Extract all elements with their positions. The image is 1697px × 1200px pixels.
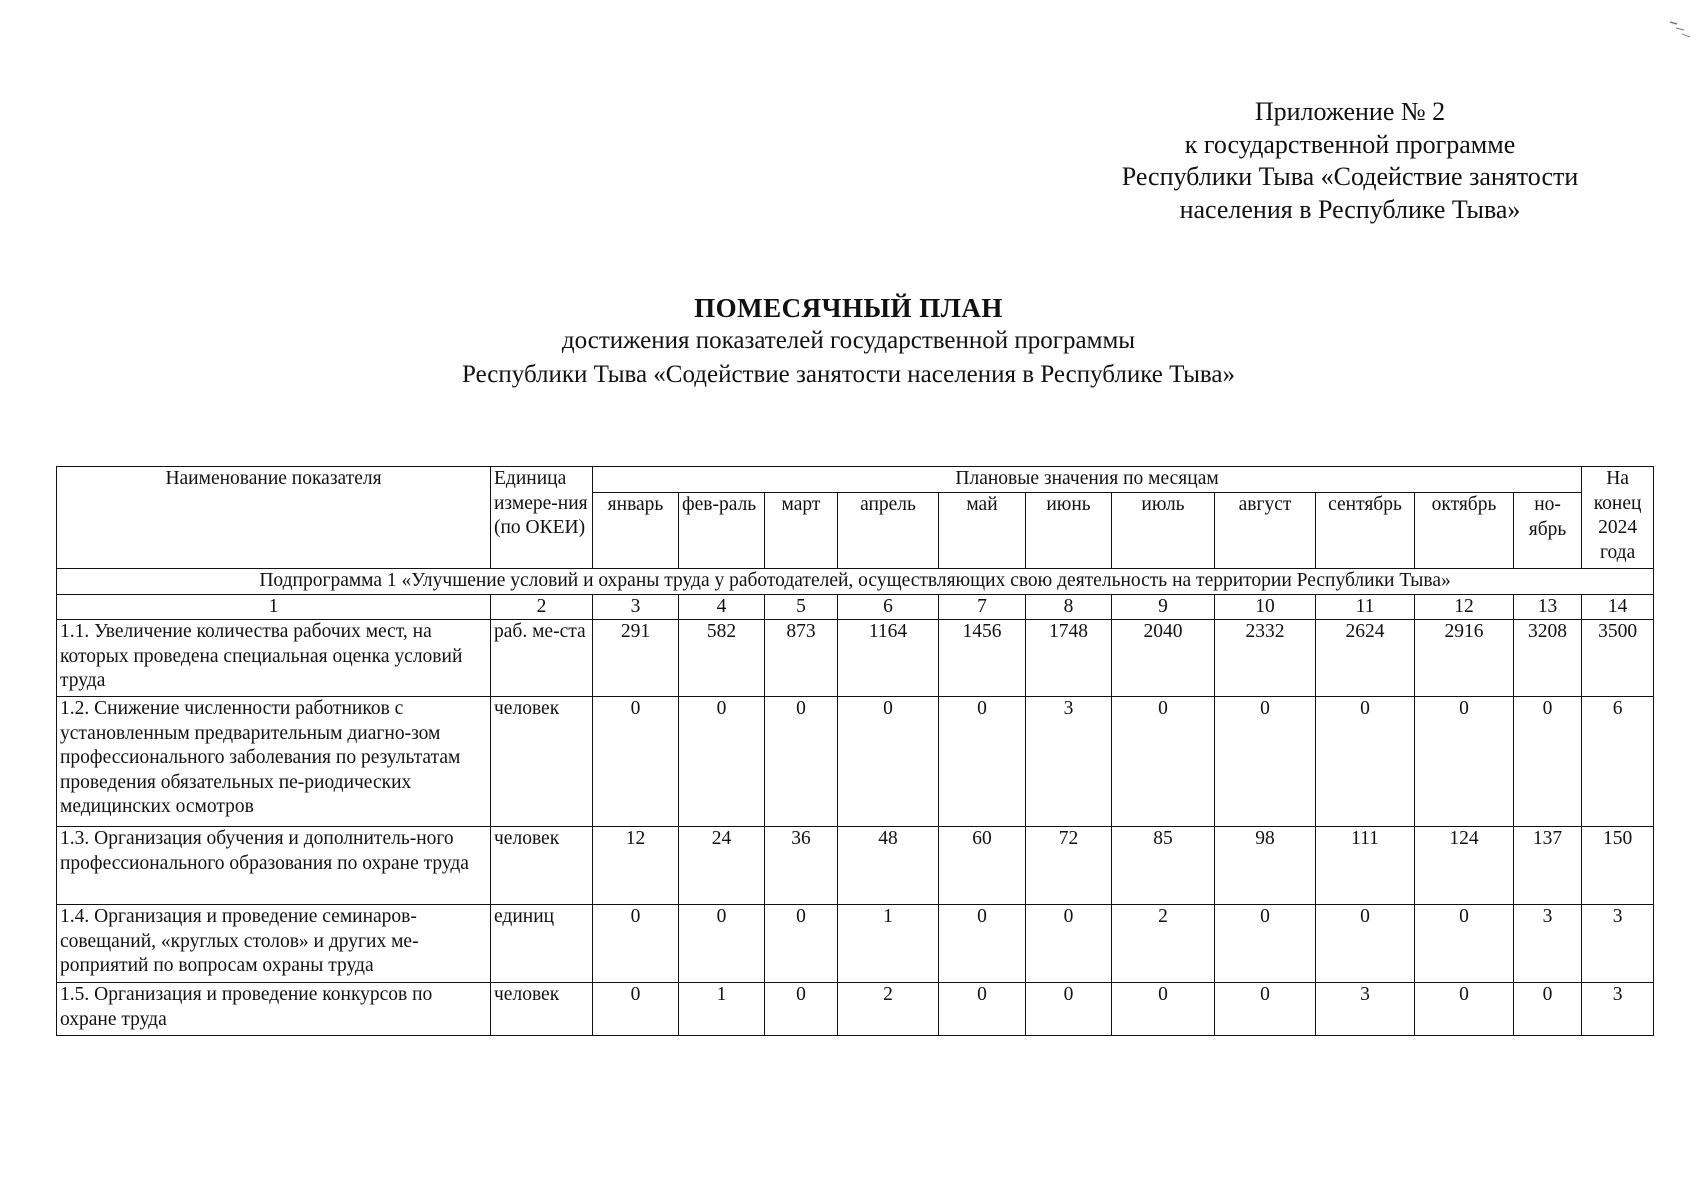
indicator-row <box>57 697 1654 827</box>
month-header: но-ябрь <box>1514 493 1582 569</box>
document-title: ПОМЕСЯЧНЫЙ ПЛАН <box>694 293 1003 323</box>
subprogram-title: Подпрограмма 1 «Улучшение условий и охраны труда у работодателей, осуществляющих свою деятельность на территории Республики Тыва» <box>57 569 1654 595</box>
month-header: июль <box>1112 493 1215 569</box>
month-header: май <box>939 493 1026 569</box>
header-name: Наименование показателя <box>57 467 491 569</box>
value-cell: 0 <box>679 697 765 827</box>
indicator-unit: раб. ме-ста <box>491 620 593 697</box>
value-cell: 0 <box>1112 983 1215 1036</box>
value-cell: 1 <box>838 905 939 983</box>
indicator-name: 1.3. Организация обучения и дополнитель-ного профессионального образования по охране труда <box>57 827 491 905</box>
document-subtitle-1: достижения показателей государственной программы <box>561 327 1136 354</box>
value-cell: 3 <box>1514 905 1582 983</box>
value-cell: 291 <box>593 620 679 697</box>
value-cell: 0 <box>765 905 838 983</box>
value-cell: 3 <box>1582 905 1654 983</box>
indicator-unit: человек <box>491 697 593 827</box>
appendix-line-4: населения в Республике Тыва» <box>1179 194 1521 224</box>
indicator-name: 1.1. Увеличение количества рабочих мест, на которых проведена специальная оценка условий труда <box>57 620 491 697</box>
value-cell: 24 <box>679 827 765 905</box>
indicator-row <box>57 620 1654 697</box>
value-cell: 150 <box>1582 827 1654 905</box>
value-cell: 2916 <box>1415 620 1514 697</box>
value-cell: 6 <box>1582 697 1654 827</box>
value-cell: 582 <box>679 620 765 697</box>
value-cell: 0 <box>1112 697 1215 827</box>
value-cell: 0 <box>593 697 679 827</box>
value-cell: 0 <box>838 697 939 827</box>
value-cell: 0 <box>1514 983 1582 1036</box>
value-cell: 1164 <box>838 620 939 697</box>
value-cell: 0 <box>1215 983 1316 1036</box>
indicator-unit: человек <box>491 983 593 1036</box>
value-cell: 60 <box>939 827 1026 905</box>
value-cell: 3 <box>1316 983 1415 1036</box>
month-header: октябрь <box>1415 493 1514 569</box>
value-cell: 85 <box>1112 827 1215 905</box>
month-header: июнь <box>1026 493 1112 569</box>
indicator-row <box>57 827 1654 905</box>
value-cell: 2 <box>838 983 939 1036</box>
column-number: 11 <box>1316 594 1415 620</box>
column-number: 12 <box>1415 594 1514 620</box>
column-number: 6 <box>838 594 939 620</box>
value-cell: 0 <box>1215 697 1316 827</box>
appendix-line-2: к государственной программе <box>1184 129 1516 159</box>
subprogram-row <box>57 569 1654 595</box>
value-cell: 2624 <box>1316 620 1415 697</box>
column-number: 5 <box>765 594 838 620</box>
appendix-line-3: Республики Тыва «Содействие занятости <box>1121 162 1579 191</box>
value-cell: 48 <box>838 827 939 905</box>
value-cell: 3500 <box>1582 620 1654 697</box>
value-cell: 0 <box>1415 697 1514 827</box>
value-cell: 0 <box>1316 905 1415 983</box>
indicator-name: 1.4. Организация и проведение семинаров-совещаний, «круглых столов» и других ме-роприятий по вопросам охраны труда <box>57 905 491 983</box>
indicator-unit: человек <box>491 827 593 905</box>
appendix-line-1: Приложение № 2 <box>1254 97 1446 126</box>
header-end: На конец 2024 года <box>1582 467 1654 569</box>
month-header: март <box>765 493 838 569</box>
month-header: апрель <box>838 493 939 569</box>
value-cell: 12 <box>593 827 679 905</box>
value-cell: 873 <box>765 620 838 697</box>
month-header: август <box>1215 493 1316 569</box>
value-cell: 0 <box>1514 697 1582 827</box>
document-subtitle-2: Республики Тыва «Содействие занятости населения в Республике Тыва» <box>462 361 1235 388</box>
column-number: 8 <box>1026 594 1112 620</box>
column-number: 9 <box>1112 594 1215 620</box>
appendix-note <box>1050 96 1650 226</box>
column-number: 1 <box>57 594 491 620</box>
value-cell: 137 <box>1514 827 1582 905</box>
value-cell: 0 <box>1026 905 1112 983</box>
indicator-row <box>57 905 1654 983</box>
value-cell: 0 <box>939 697 1026 827</box>
month-header: фев-раль <box>679 493 765 569</box>
value-cell: 0 <box>679 905 765 983</box>
value-cell: 0 <box>1316 697 1415 827</box>
column-number-row <box>57 594 1654 620</box>
column-number: 10 <box>1215 594 1316 620</box>
value-cell: 0 <box>765 697 838 827</box>
value-cell: 1456 <box>939 620 1026 697</box>
value-cell: 0 <box>593 905 679 983</box>
value-cell: 0 <box>1026 983 1112 1036</box>
value-cell: 0 <box>765 983 838 1036</box>
column-number: 13 <box>1514 594 1582 620</box>
column-number: 14 <box>1582 594 1654 620</box>
month-header: сентябрь <box>1316 493 1415 569</box>
header-planned: Плановые значения по месяцам <box>593 467 1582 493</box>
value-cell: 0 <box>939 905 1026 983</box>
monthly-plan-table <box>56 466 1654 1036</box>
value-cell: 3 <box>1582 983 1654 1036</box>
value-cell: 0 <box>1215 905 1316 983</box>
header-row-1 <box>57 467 1654 493</box>
document-heading <box>0 292 1697 392</box>
value-cell: 3208 <box>1514 620 1582 697</box>
column-number: 4 <box>679 594 765 620</box>
value-cell: 111 <box>1316 827 1415 905</box>
indicator-name: 1.2. Снижение численности работников с установленным предварительным диагно-зом профессионального заболевания по результатам проведения обязательных пе-риодических медицинских осмотров <box>57 697 491 827</box>
value-cell: 2 <box>1112 905 1215 983</box>
value-cell: 1 <box>679 983 765 1036</box>
value-cell: 98 <box>1215 827 1316 905</box>
value-cell: 36 <box>765 827 838 905</box>
month-header: январь <box>593 493 679 569</box>
value-cell: 124 <box>1415 827 1514 905</box>
indicator-unit: единиц <box>491 905 593 983</box>
value-cell: 0 <box>939 983 1026 1036</box>
corner-scan-mark <box>1668 18 1692 42</box>
value-cell: 2040 <box>1112 620 1215 697</box>
indicator-name: 1.5. Организация и проведение конкурсов по охране труда <box>57 983 491 1036</box>
column-number: 2 <box>491 594 593 620</box>
value-cell: 0 <box>1415 983 1514 1036</box>
column-number: 7 <box>939 594 1026 620</box>
value-cell: 1748 <box>1026 620 1112 697</box>
value-cell: 72 <box>1026 827 1112 905</box>
value-cell: 0 <box>593 983 679 1036</box>
value-cell: 0 <box>1415 905 1514 983</box>
header-unit: Единица измере-ния (по ОКЕИ) <box>491 467 593 569</box>
value-cell: 2332 <box>1215 620 1316 697</box>
value-cell: 3 <box>1026 697 1112 827</box>
indicator-row <box>57 983 1654 1036</box>
column-number: 3 <box>593 594 679 620</box>
